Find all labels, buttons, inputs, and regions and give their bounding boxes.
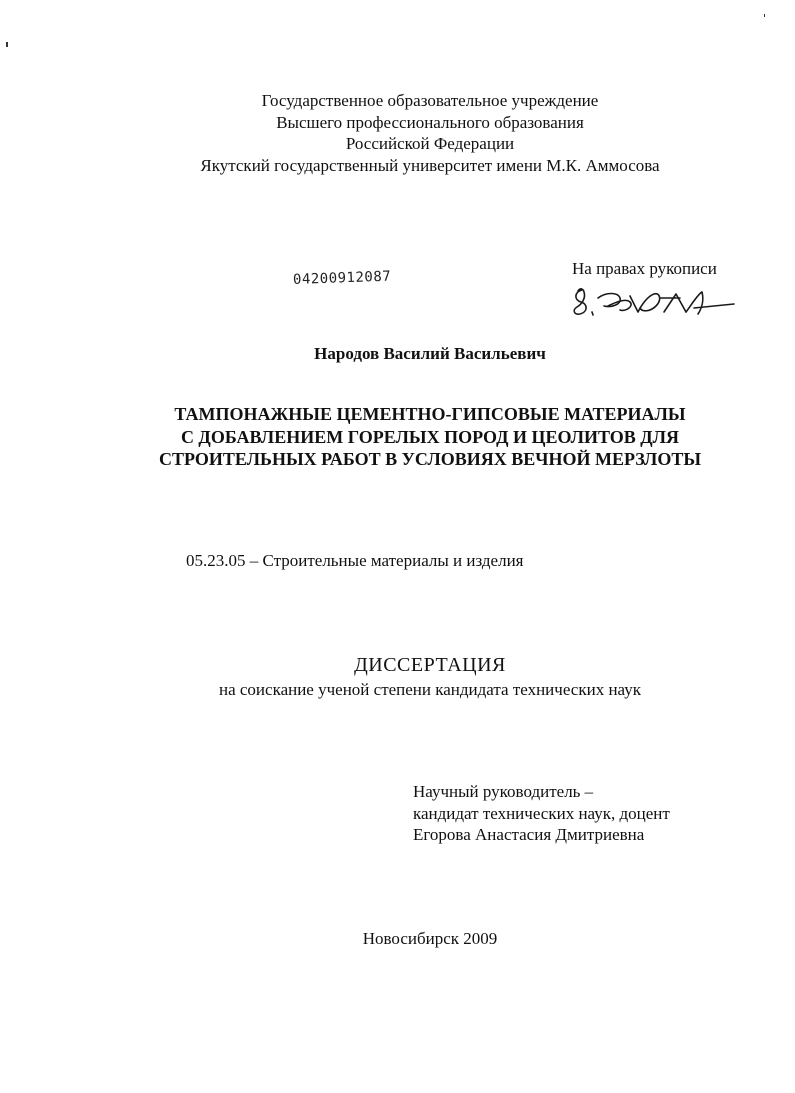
supervisor-role: Научный руководитель –: [413, 782, 594, 801]
dissertation-title: [0, 403, 795, 471]
document-type-heading: ДИССЕРТАЦИЯ: [354, 654, 506, 676]
manuscript-note: На правах рукописи: [572, 259, 717, 278]
supervisor-block: [413, 781, 670, 846]
institution-line: Государственное образовательное учреждение: [261, 91, 599, 110]
handwritten-signature: [568, 282, 738, 322]
catalog-number-stamp: 04200912087: [292, 268, 392, 288]
degree-description: на соискание ученой степени кандидата технических наук: [218, 680, 641, 699]
specialty-code: 05.23.05 – Строительные материалы и изделия: [186, 551, 524, 570]
institution-line: Высшего профессионального образования: [276, 112, 584, 132]
scan-speck: [6, 42, 8, 47]
institution-line: Якутский государственный университет имени М.К. Аммосова: [200, 155, 660, 175]
supervisor-name: Егорова Анастасия Дмитриевна: [413, 825, 645, 844]
title-line: СТРОИТЕЛЬНЫХ РАБОТ В УСЛОВИЯХ ВЕЧНОЙ МЕРЗЛОТЫ: [158, 449, 702, 469]
title-line: С ДОБАВЛЕНИЕМ ГОРЕЛЫХ ПОРОД И ЦЕОЛИТОВ ДЛЯ: [180, 426, 680, 447]
institution-line: Российской Федерации: [345, 134, 515, 153]
institution-header: [0, 90, 795, 176]
title-line: ТАМПОНАЖНЫЕ ЦЕМЕНТНО-ГИПСОВЫЕ МАТЕРИАЛЫ: [174, 404, 686, 424]
author-name: Народов Василий Васильевич: [314, 344, 546, 363]
scan-speck: [764, 14, 765, 17]
city-year: Новосибирск 2009: [362, 929, 498, 948]
supervisor-rank: кандидат технических наук, доцент: [413, 803, 670, 823]
